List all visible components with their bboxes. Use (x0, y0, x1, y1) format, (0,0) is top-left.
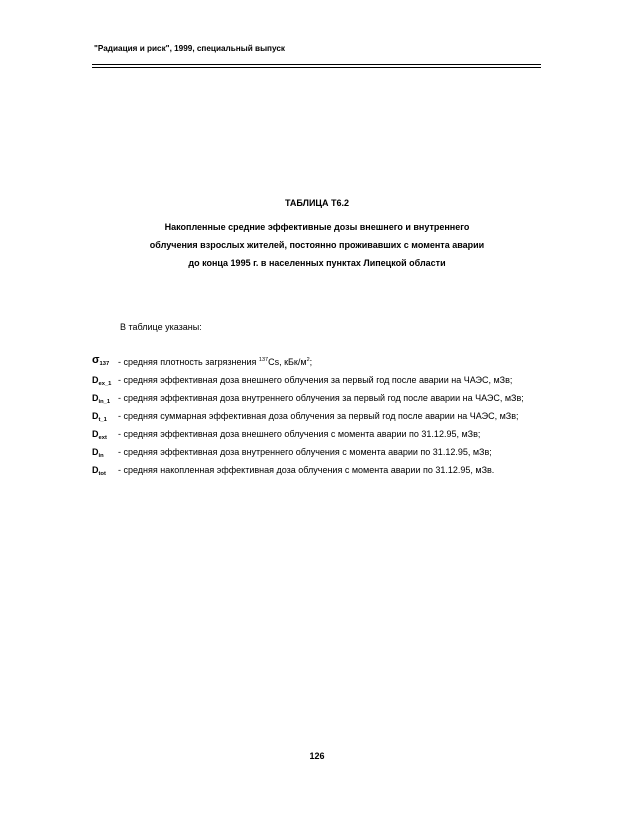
legend-description: - средняя накопленная эффективная доза облучения с момента аварии по 31.12.95, мЗв. (118, 465, 495, 475)
legend-item-dex1 (92, 372, 542, 389)
legend-description: - средняя эффективная доза внешнего облучения за первый год после аварии на ЧАЭС, мЗв; (118, 375, 513, 385)
legend-list (92, 352, 542, 479)
legend-item-sigma137 (92, 352, 542, 371)
legend-description: - средняя эффективная доза внутреннего облучения с момента аварии по 31.12.95, мЗв; (118, 447, 492, 457)
legend-item-dext (92, 426, 542, 443)
header-rule-thick (92, 64, 541, 65)
legend-description: - средняя плотность загрязнения $^{137}$Cs, кБк/$м^2$; (118, 357, 313, 367)
page-number: 126 (309, 751, 325, 761)
legend-symbol: $D_{ex\_1}$ (92, 375, 112, 387)
table-title-line-3: до конца 1995 г. в населенных пунктах Липецкой области (188, 258, 446, 268)
table-title-line-2: облучения взрослых жителей, постоянно проживавших с момента аварии (149, 240, 485, 250)
legend-item-din1 (92, 390, 542, 407)
legend-description: - средняя суммарная эффективная доза облучения за первый год после аварии на ЧАЭС, мЗв; (118, 411, 519, 421)
legend-symbol: $D_{ext}$ (92, 429, 107, 441)
legend-symbol: $D_{t\_1}$ (92, 411, 107, 423)
legend-description: - средняя эффективная доза внешнего облучения с момента аварии по 31.12.95, мЗв; (118, 429, 481, 439)
legend-symbol: $D_{tot}$ (92, 465, 106, 477)
table-number: ТАБЛИЦА Т6.2 (284, 198, 350, 208)
legend-symbol: $D_{in\_1}$ (92, 393, 111, 405)
running-header: "Радиация и риск", 1999, специальный выпуск (94, 44, 286, 53)
legend-symbol: $D_{in}$ (92, 447, 104, 459)
legend-item-dtot (92, 462, 542, 479)
legend-item-din (92, 444, 542, 461)
legend-symbol: $\sigma_{137}$ (92, 354, 110, 367)
legend-description: - средняя эффективная доза внутреннего облучения за первый год после аварии на ЧАЭС, мЗв; (118, 393, 524, 403)
legend-intro: В таблице указаны: (120, 322, 202, 332)
header-rule-thin (92, 67, 541, 68)
table-title-line-1: Накопленные средние эффективные дозы внешнего и внутреннего (164, 222, 470, 232)
legend-item-dt1 (92, 408, 542, 425)
